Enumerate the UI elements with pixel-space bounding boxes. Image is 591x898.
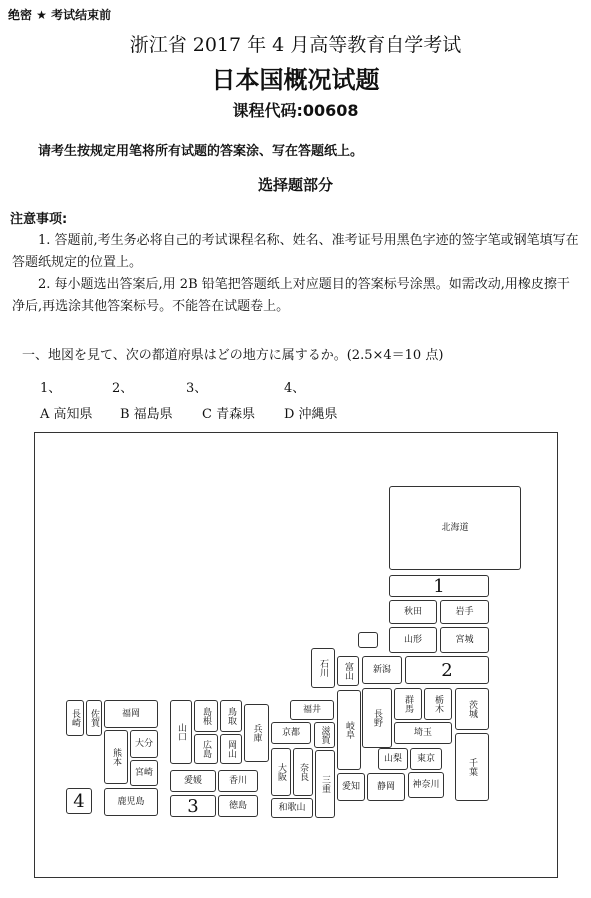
- pref-hokkaido: 北海道: [389, 486, 521, 570]
- secret-mark: 绝密 ★ 考试结束前: [8, 8, 112, 22]
- question-text: 一、地図を見て、次の都道府県はどの地方に属するか。(2.5×4＝10 点): [22, 348, 444, 363]
- blank-2: 2、: [112, 381, 134, 396]
- pref-tokyo: 東京: [410, 748, 442, 770]
- pref-hiroshima: 広島: [194, 734, 218, 764]
- blank-4: 4、: [284, 381, 306, 396]
- option-a: A 高知県: [40, 407, 93, 422]
- pref-kanagawa: 神奈川: [408, 772, 444, 798]
- pref-tokushima: 徳島: [218, 795, 258, 817]
- option-d: D 沖縄県: [284, 407, 338, 422]
- pref-shiga: 滋賀: [314, 722, 335, 748]
- pref-kyoto: 京都: [271, 722, 311, 744]
- pref-aichi: 愛知: [337, 773, 365, 801]
- blank-3: 3、: [186, 381, 208, 396]
- option-b: B 福島県: [120, 407, 173, 422]
- pref-miyazaki: 宮崎: [130, 760, 158, 786]
- pref-tottori: 鳥取: [220, 700, 242, 732]
- pref-saitama: 埼玉: [394, 722, 452, 744]
- pref-kumamoto: 熊本: [104, 730, 128, 784]
- pref-okayama: 岡山: [220, 734, 242, 764]
- region-marker-4: 4: [66, 788, 92, 814]
- option-c: C 青森県: [202, 407, 256, 422]
- pref-kagawa: 香川: [218, 770, 258, 792]
- region-marker-3: 3: [170, 795, 216, 817]
- pref-hyogo: 兵庫: [244, 704, 269, 762]
- pref-miyagi: 宮城: [440, 627, 489, 653]
- pref-nagano: 長野: [362, 688, 392, 748]
- region-marker-2: 2: [405, 656, 489, 684]
- pref-fukuoka: 福岡: [104, 700, 158, 728]
- instruction: 请考生按规定用笔将所有试题的答案涂、写在答题纸上。: [38, 144, 364, 159]
- pref-iwate: 岩手: [440, 600, 489, 624]
- blank-1: 1、: [40, 381, 62, 396]
- sado-island: [358, 632, 378, 648]
- pref-kagoshima: 鹿児島: [104, 788, 158, 816]
- pref-chiba: 千葉: [455, 733, 489, 801]
- main-title: 日本国概况试题: [211, 66, 380, 94]
- course-code: 课程代码:00608: [232, 101, 359, 120]
- pref-nara: 奈良: [293, 748, 313, 796]
- notes-heading: 注意事项:: [10, 212, 68, 227]
- pref-gunma: 群馬: [394, 688, 422, 720]
- pref-niigata: 新潟: [362, 656, 402, 684]
- pref-ibaraki: 茨城: [455, 688, 489, 730]
- pref-tochigi: 栃木: [424, 688, 452, 720]
- pref-yamanashi: 山梨: [378, 748, 408, 770]
- region-marker-1: 1: [389, 575, 489, 597]
- section-title: 选择题部分: [257, 176, 333, 194]
- pref-fukui: 福井: [290, 700, 334, 720]
- pref-ishikawa: 石川: [311, 648, 335, 688]
- note-item: 1. 答题前,考生务必将自己的考试课程名称、姓名、准考证号用黑色字迹的签字笔或钢笔填写在答题纸规定的位置上。: [12, 233, 579, 270]
- pref-shizuoka: 静岡: [367, 773, 405, 801]
- pref-yamagata: 山形: [389, 627, 437, 653]
- pref-akita: 秋田: [389, 600, 437, 624]
- pref-mie: 三重: [315, 750, 335, 818]
- pref-osaka: 大阪: [271, 748, 291, 796]
- pref-nagasaki: 長崎: [66, 700, 84, 736]
- pref-saga: 佐賀: [86, 700, 102, 736]
- pref-shimane: 島根: [194, 700, 218, 732]
- pref-oita: 大分: [130, 730, 158, 758]
- pref-yamaguchi: 山口: [170, 700, 192, 764]
- note-item: 2. 每小题选出答案后,用 2B 铅笔把答题纸上对应题目的答案标号涂黑。如需改动,用橡皮擦干净后,再选涂其他答案标号。不能答在试题卷上。: [12, 277, 570, 314]
- pref-gifu: 岐阜: [337, 690, 361, 770]
- pref-wakayama: 和歌山: [271, 798, 313, 818]
- pref-ehime: 愛媛: [170, 770, 216, 792]
- pref-toyama: 富山: [337, 656, 359, 686]
- exam-title: 浙江省 2017 年 4 月高等教育自学考试: [129, 34, 462, 56]
